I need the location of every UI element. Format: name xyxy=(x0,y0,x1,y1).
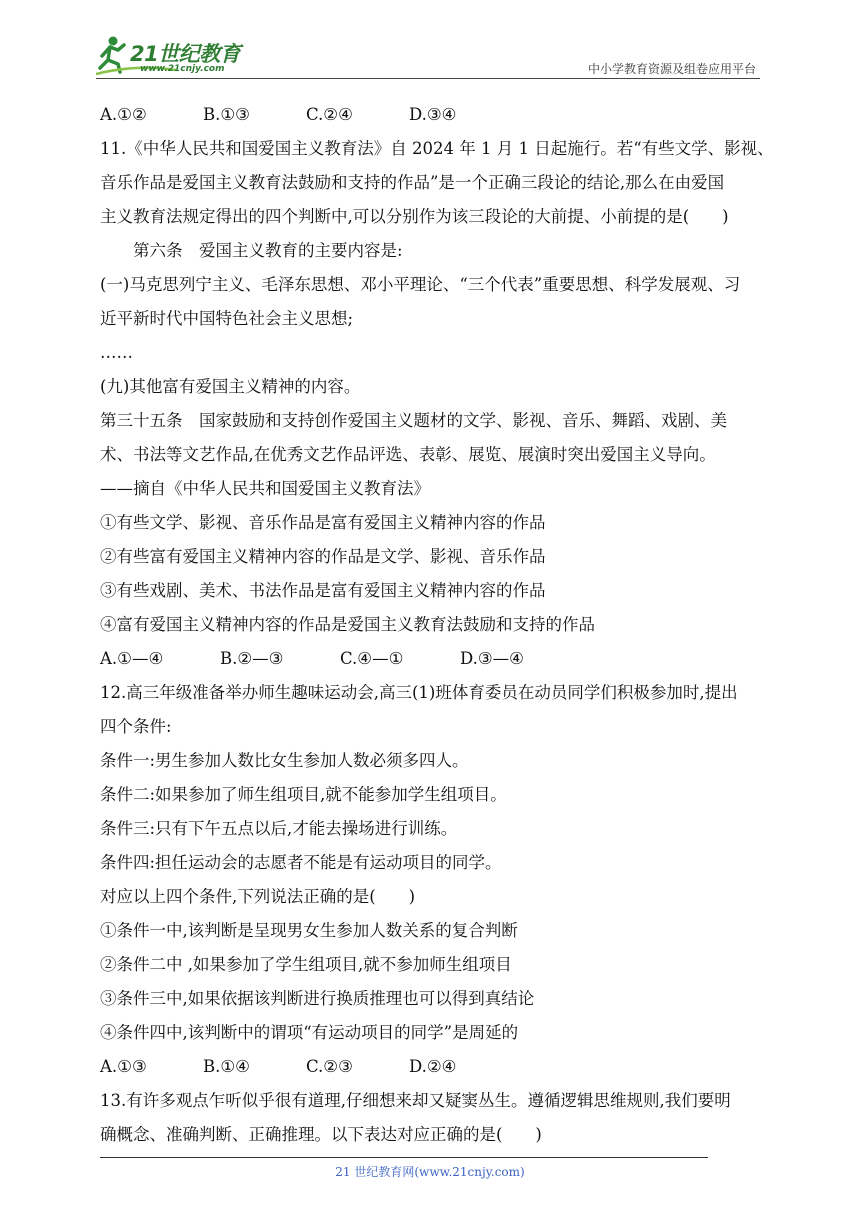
q12-stem-line-1: 12.高三年级准备举办师生趣味运动会,高三(1)班体育委员在动员同学们积极参加时,提出 xyxy=(100,683,738,702)
q10-option-b: B.①③ xyxy=(203,105,250,124)
q12-condition-2: 条件二:如果参加了师生组项目,就不能参加学生组项目。 xyxy=(100,785,507,804)
article-6-line-4: (九)其他富有爱国主义精神的内容。 xyxy=(100,377,361,396)
q12-statement-2: ②条件二中 ,如果参加了学生组项目,就不参加师生组项目 xyxy=(100,955,512,974)
q13-stem-line-1: 13.有许多观点乍听似乎很有道理,仔细想来却又疑窦丛生。遵循逻辑思维规则,我们要明 xyxy=(100,1091,731,1110)
q12-condition-4: 条件四:担任运动会的志愿者不能是有运动项目的同学。 xyxy=(100,853,502,872)
q12-prompt: 对应以上四个条件,下列说法正确的是( ) xyxy=(100,887,416,906)
page-header xyxy=(96,34,760,80)
q12-statement-4: ④条件四中,该判断中的谓项“有运动项目的同学”是周延的 xyxy=(100,1023,519,1042)
q11-option-c: C.④—① xyxy=(340,649,404,668)
q11-source: ——摘自《中华人民共和国爱国主义教育法》 xyxy=(100,479,430,498)
page-footer: 21 世纪教育网(www.21cnjy.com) xyxy=(335,1165,525,1179)
q11-option-a: A.①—④ xyxy=(100,649,164,668)
article-6-ellipsis: …… xyxy=(100,343,133,362)
q12-statement-1: ①条件一中,该判断是呈现男女生参加人数关系的复合判断 xyxy=(100,921,518,940)
q11-option-b: B.②—③ xyxy=(220,649,284,668)
article-35-line-2: 术、书法等文艺作品,在优秀文艺作品评选、表彰、展览、展演时突出爱国主义导向。 xyxy=(100,445,716,464)
q12-statement-3: ③条件三中,如果依据该判断进行换质推理也可以得到真结论 xyxy=(100,989,535,1008)
platform-name: 中小学教育资源及组卷应用平台 xyxy=(587,62,756,76)
q12-condition-3: 条件三:只有下午五点以后,才能去操场进行训练。 xyxy=(100,819,458,838)
site-logo xyxy=(96,34,266,78)
article-6-title: 第六条 爱国主义教育的主要内容是: xyxy=(133,241,403,260)
q10-option-c: C.②④ xyxy=(306,105,353,124)
q11-statement-2: ②有些富有爱国主义精神内容的作品是文学、影视、音乐作品 xyxy=(100,547,546,566)
q12-option-b: B.①④ xyxy=(203,1057,250,1076)
q10-option-d: D.③④ xyxy=(409,105,457,124)
q11-statement-1: ①有些文学、影视、音乐作品是富有爱国主义精神内容的作品 xyxy=(100,513,546,532)
article-6-line-2: 近平新时代中国特色社会主义思想; xyxy=(100,309,354,328)
document-body xyxy=(100,98,774,1152)
q12-option-c: C.②③ xyxy=(306,1057,353,1076)
article-35-line-1: 第三十五条 国家鼓励和支持创作爱国主义题材的文学、影视、音乐、舞蹈、戏剧、美 xyxy=(100,411,727,430)
q12-option-a: A.①③ xyxy=(100,1057,147,1076)
logo-url-text: www.21cnjy.com xyxy=(140,64,225,74)
article-6-line-1: (一)马克思列宁主义、毛泽东思想、邓小平理论、“三个代表”重要思想、科学发展观、习 xyxy=(100,275,741,294)
q12-options xyxy=(100,1050,764,1084)
q12-condition-1: 条件一:男生参加人数比女生参加人数必须多四人。 xyxy=(100,751,469,770)
q11-options xyxy=(100,642,764,676)
footer-divider xyxy=(100,1157,708,1158)
q12-stem-line-2: 四个条件: xyxy=(100,717,172,736)
q11-stem-line-1: 11.《中华人民共和国爱国主义教育法》自 2024 年 1 月 1 日起施行。若“有些文学、影视、 xyxy=(100,139,774,158)
q12-option-d: D.②④ xyxy=(409,1057,457,1076)
q10-option-a: A.①② xyxy=(100,105,147,124)
q13-stem-line-2: 确概念、准确判断、正确推理。以下表达对应正确的是( ) xyxy=(100,1125,542,1144)
header-divider xyxy=(96,78,760,79)
q11-statement-3: ③有些戏剧、美术、书法作品是富有爱国主义精神内容的作品 xyxy=(100,581,546,600)
q11-statement-4: ④富有爱国主义精神内容的作品是爱国主义教育法鼓励和支持的作品 xyxy=(100,615,595,634)
q11-stem-line-3: 主义教育法规定得出的四个判断中,可以分别作为该三段论的大前提、小前提的是( ) xyxy=(100,207,729,226)
logo-main-text: 21世纪教育 xyxy=(130,42,241,66)
q11-option-d: D.③—④ xyxy=(460,649,524,668)
q10-options xyxy=(100,98,764,132)
q11-stem-line-2: 音乐作品是爱国主义教育法鼓励和支持的作品”是一个正确三段论的结论,那么在由爱国 xyxy=(100,173,725,192)
